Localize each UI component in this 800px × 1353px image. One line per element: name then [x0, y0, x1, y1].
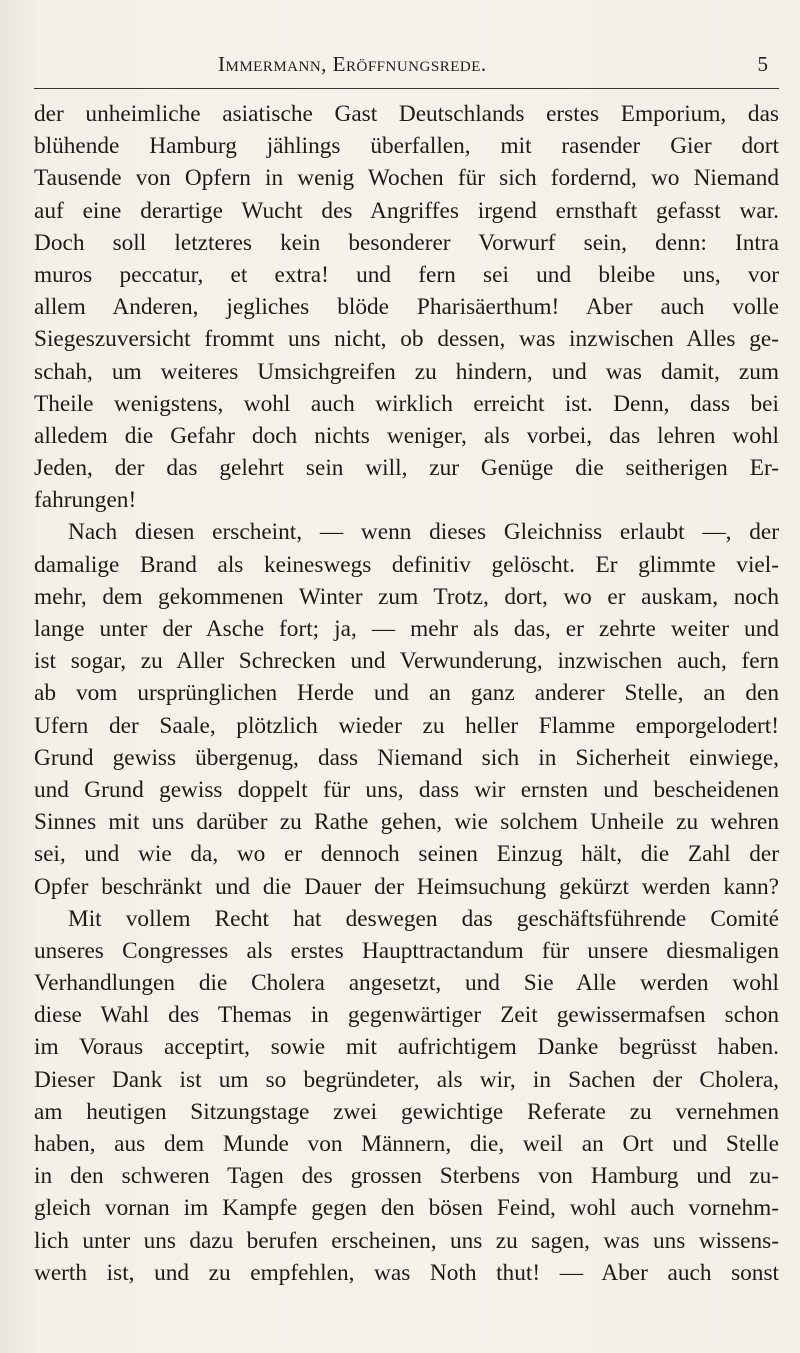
text-line: alledem die Gefahr doch nichts weniger, als vorbei, das lehren wohl — [34, 422, 779, 449]
page-number: 5 — [757, 52, 768, 76]
text-line: auf eine derartige Wucht des Angriffes irgend ernsthaft gefasst war. — [34, 197, 779, 224]
text-line: der unheimliche asiatische Gast Deutschlands erstes Emporium, das — [34, 101, 779, 127]
text-line: Dieser Dank ist um so begründeter, als wir, in Sachen der Cholera, — [34, 1066, 779, 1093]
text-line: in den schweren Tagen des grossen Sterbens von Hamburg und zu- — [34, 1163, 779, 1190]
text-line: Tausende von Opfern in wenig Wochen für sich fordernd, wo Niemand — [34, 165, 779, 192]
text-line: diese Wahl des Themas in gegenwärtiger Zeit gewissermafsen schon — [34, 1002, 779, 1029]
text-line: mehr, dem gekommenen Winter zum Trotz, dort, wo er auskam, noch — [34, 583, 779, 610]
text-line: Ufern der Saale, plötzlich wieder zu heller Flamme emporgelodert! — [34, 712, 779, 739]
text-line: Verhandlungen die Cholera angesetzt, und Sie Alle werden wohl — [34, 970, 779, 997]
text-line: schah, um weiteres Umsichgreifen zu hindern, und was damit, zum — [34, 358, 779, 385]
body-text — [34, 98, 779, 1289]
text-line: und Grund gewiss doppelt für uns, dass wir ernsten und bescheidenen — [34, 776, 779, 803]
text-line: ist sogar, zu Aller Schrecken und Verwunderung, inzwischen auch, fern — [34, 648, 779, 675]
text-line: unseres Congresses als erstes Haupttractandum für unsere diesmaligen — [34, 937, 779, 964]
text-line: Theile wenigstens, wohl auch wirklich erreicht ist. Denn, dass bei — [34, 390, 779, 417]
text-line: lange unter der Asche fort; ja, — mehr als das, er zehrte weiter und — [34, 616, 779, 642]
text-line: gleich vornan im Kampfe gegen den bösen Feind, wohl auch vornehm- — [34, 1195, 779, 1222]
text-line: Opfer beschränkt und die Dauer der Heimsuchung gekürzt werden kann? — [34, 873, 779, 900]
text-line: sei, und wie da, wo er dennoch seinen Einzug hält, die Zahl der — [34, 841, 779, 868]
text-line: Nach diesen erscheint, — wenn dieses Gleichniss erlaubt —, der — [68, 519, 779, 546]
running-title: Immermann, Eröffnungsrede. — [218, 52, 487, 76]
running-head — [218, 52, 778, 82]
text-line: ab vom ursprünglichen Herde und an ganz anderer Stelle, an den — [34, 680, 779, 707]
text-line: allem Anderen, jegliches blöde Pharisäerthum! Aber auch volle — [34, 294, 779, 321]
text-line: blühende Hamburg jählings überfallen, mit rasender Gier dort — [34, 133, 779, 160]
text-line: haben, aus dem Munde von Männern, die, weil an Ort und Stelle — [34, 1131, 779, 1157]
header-rule — [34, 88, 779, 89]
text-line: Siegeszuversicht frommt uns nicht, ob dessen, was inzwischen Alles ge- — [34, 326, 779, 353]
text-line: Mit vollem Recht hat deswegen das geschäftsführende Comité — [68, 905, 779, 932]
text-line: Sinnes mit uns darüber zu Rathe gehen, wie solchem Unheile zu wehren — [34, 809, 779, 836]
text-line: Jeden, der das gelehrt sein will, zur Genüge die seitherigen Er- — [34, 455, 779, 482]
text-line: lich unter uns dazu berufen erscheinen, uns zu sagen, was uns wissens- — [34, 1227, 779, 1254]
text-line: fahrungen! — [34, 487, 137, 514]
text-line: muros peccatur, et extra! und fern sei und bleibe uns, vor — [34, 261, 779, 288]
text-line: im Voraus acceptirt, sowie mit aufrichtigem Danke begrüsst haben. — [34, 1034, 779, 1061]
text-line: am heutigen Sitzungstage zwei gewichtige Referate zu vernehmen — [34, 1098, 779, 1125]
text-line: damalige Brand als keineswegs definitiv gelöscht. Er glimmte viel- — [34, 551, 779, 578]
text-line: Doch soll letzteres kein besonderer Vorwurf sein, denn: Intra — [34, 229, 779, 256]
text-line: Grund gewiss übergenug, dass Niemand sich in Sicherheit einwiege, — [34, 744, 779, 771]
text-line: werth ist, und zu empfehlen, was Noth thut! — Aber auch sonst — [34, 1259, 779, 1286]
